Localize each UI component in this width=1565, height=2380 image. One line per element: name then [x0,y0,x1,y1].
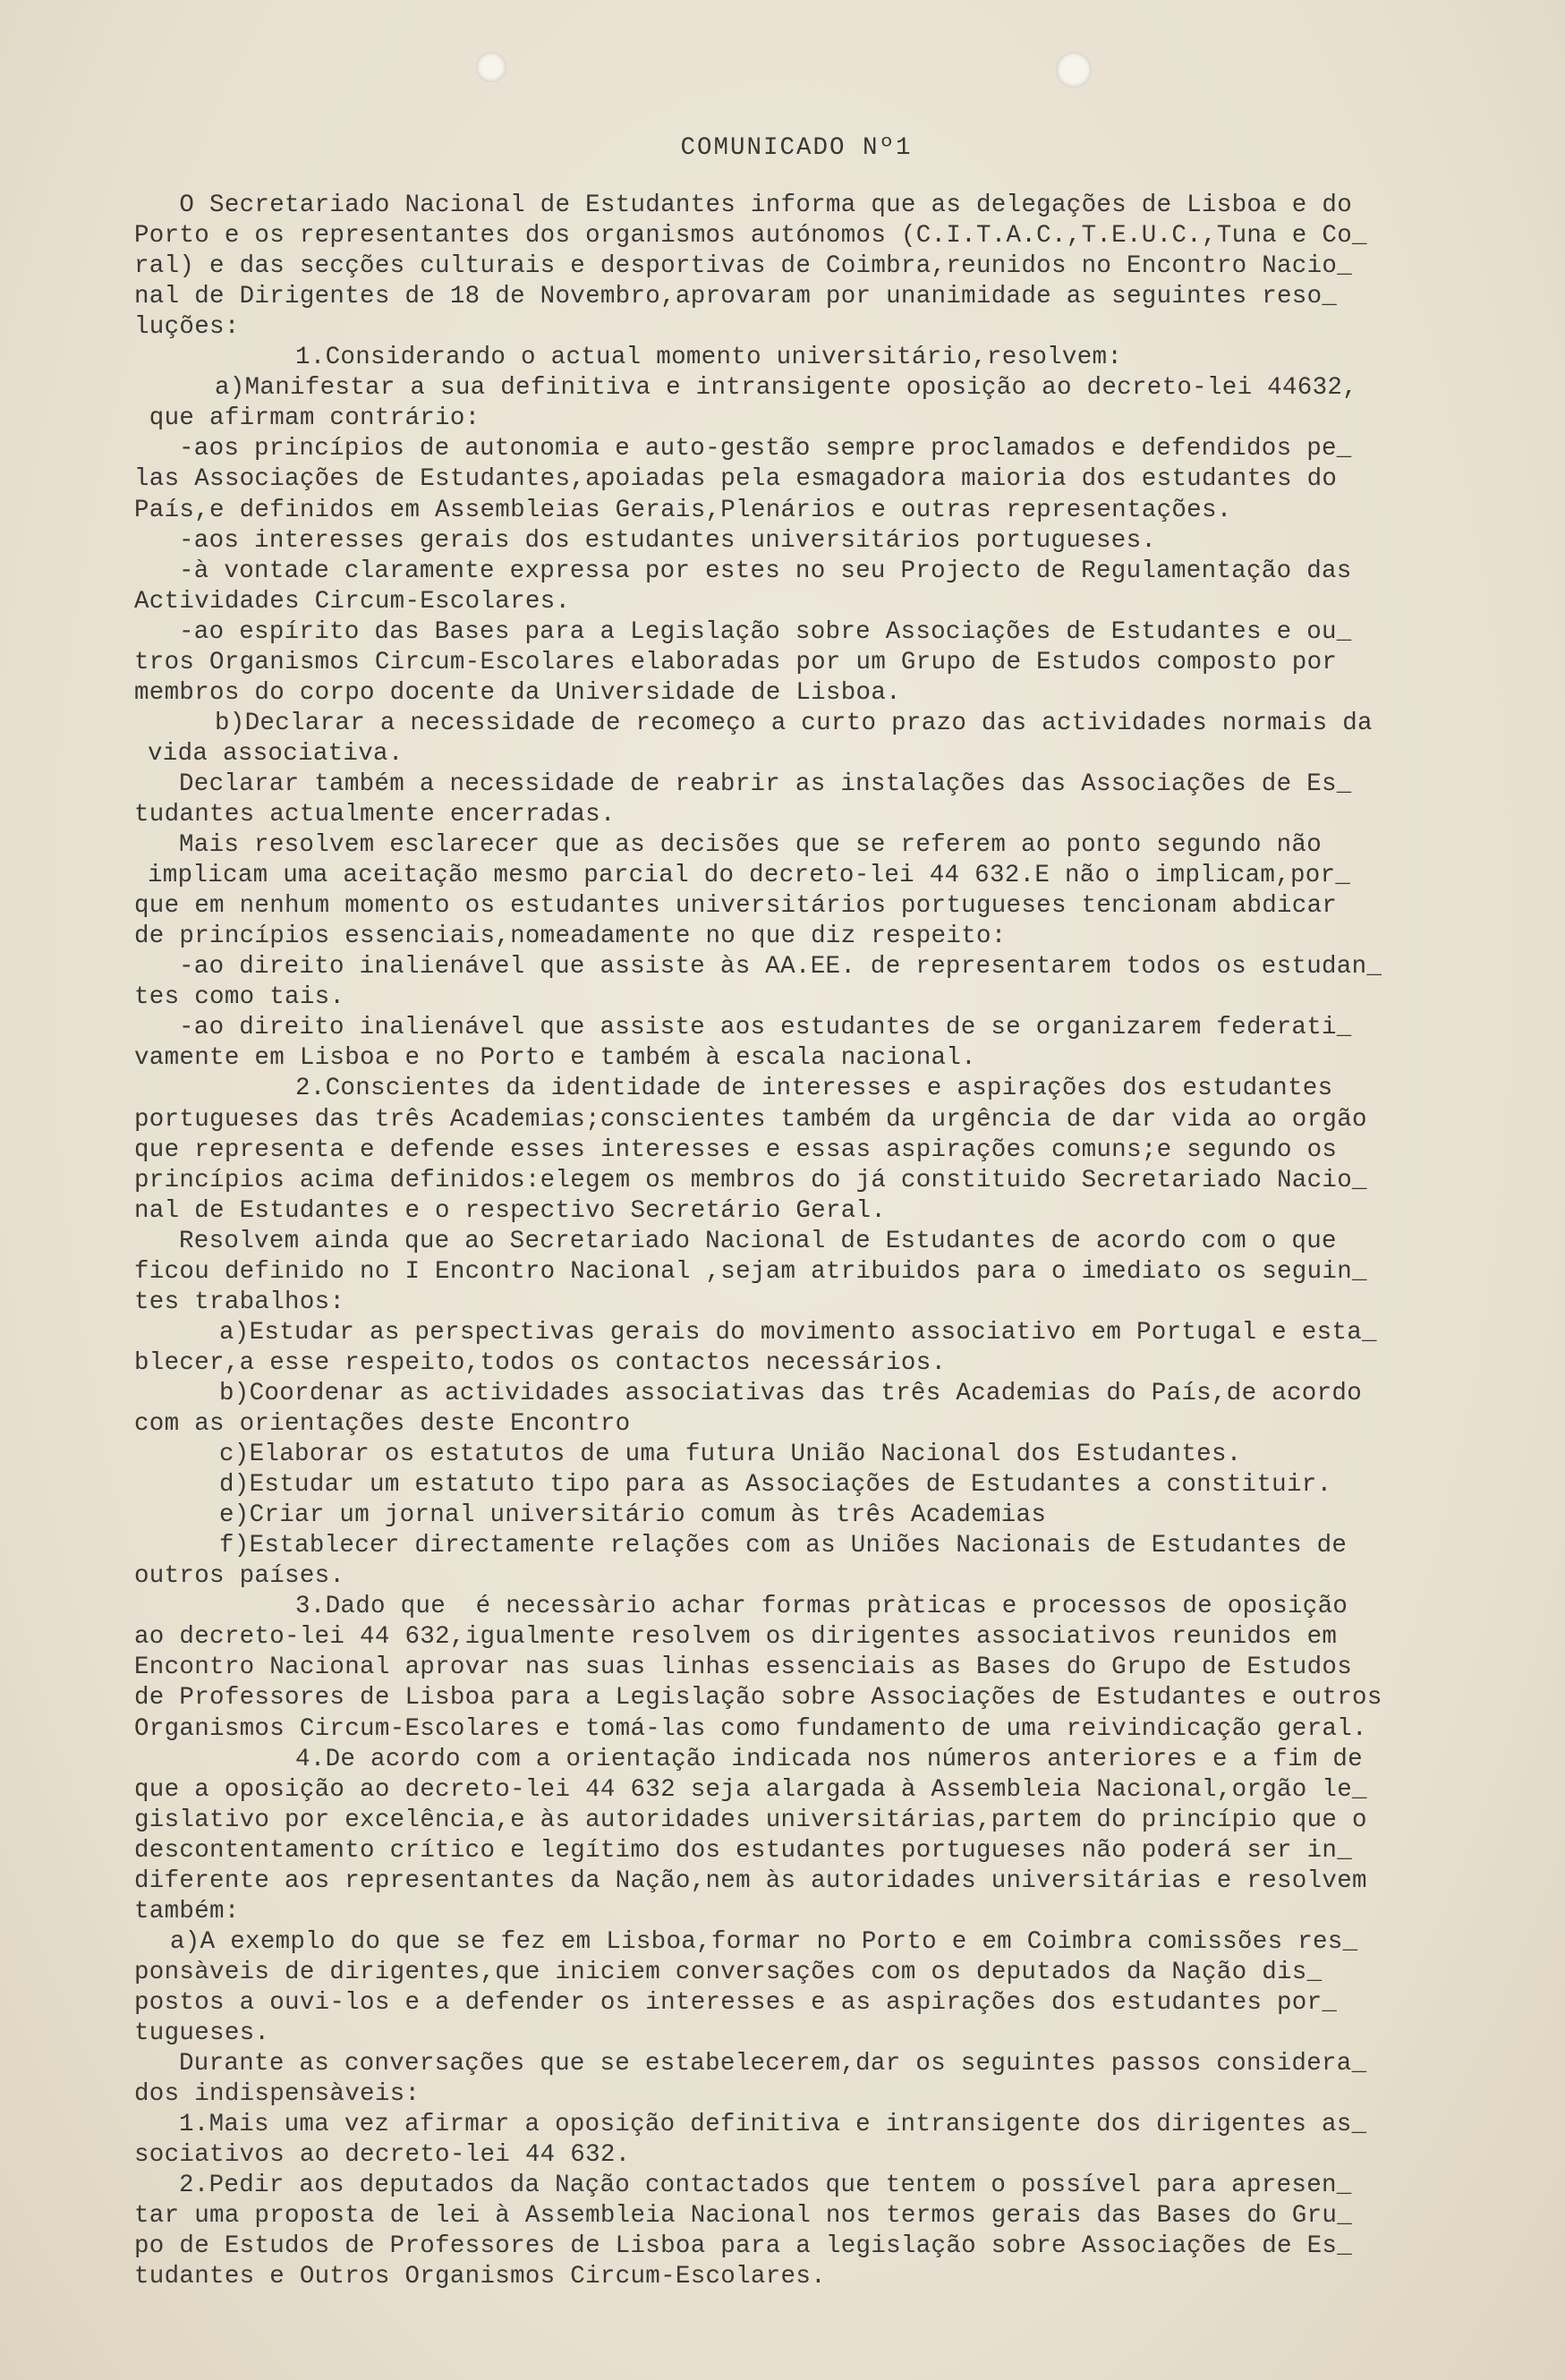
text-line: las Associações de Estudantes,apoiadas pela esmagadora maioria dos estudantes do [134,465,1338,494]
text-line: po de Estudos de Professores de Lisboa para a legislação sobre Associações de Es_ [134,2232,1353,2261]
text-line: Declarar também a necessidade de reabrir as instalações das Associações de Es_ [179,769,1352,798]
document-title: COMUNICADO Nº1 [680,134,913,162]
text-line: Porto e os representantes dos organismos autónomos (C.I.T.A.C.,T.E.U.C.,Tuna e Co_ [134,222,1367,251]
text-line: de princípios essenciais,nomeadamente no que diz respeito: [134,922,1007,951]
text-line: d)Estudar um estatuto tipo para as Associações de Estudantes a constituir. [219,1471,1332,1500]
text-line: tar uma proposta de lei à Assembleia Nacional nos termos gerais das Bases do Gru_ [134,2202,1353,2231]
text-line: O Secretariado Nacional de Estudantes informa que as delegações de Lisboa e do [134,191,1353,219]
text-line: tes trabalhos: [134,1288,345,1316]
text-line: País,e definidos em Assembleias Gerais,Plenários e outras representações. [134,496,1232,524]
text-line: ponsàveis de dirigentes,que iniciem conversações com os deputados da Nação dis_ [134,1958,1323,1986]
text-line: portugueses das três Academias;conscientes também da urgência de dar vida ao orgão [134,1105,1367,1134]
text-line: blecer,a esse respeito,todos os contactos necessários. [134,1348,947,1377]
punch-hole-left [476,52,506,82]
text-line: -aos interesses gerais dos estudantes universitários portugueses. [179,526,1157,555]
text-line: a)Manifestar a sua definitiva e intransigente oposição ao decreto-lei 44632, [215,374,1358,403]
text-line: membros do corpo docente da Universidade de Lisboa. [134,678,901,707]
text-line: b)Coordenar as actividades associativas das três Academias do País,de acordo [219,1379,1363,1407]
text-line: ao decreto-lei 44 632,igualmente resolvem os dirigentes associativos reunidos em [134,1623,1338,1652]
text-line: f)Establecer directamente relações com as Uniões Nacionais de Estudantes de [219,1532,1348,1560]
text-line: Organismos Circum-Escolares e tomá-las como fundamento de uma reivindicação geral. [134,1714,1367,1743]
text-line: a)A exemplo do que se fez em Lisboa,formar no Porto e em Coimbra comissões res_ [170,1927,1358,1956]
text-line: que representa e defende esses interesses e essas aspirações comuns;e segundo os [134,1135,1338,1164]
text-line: -à vontade claramente expressa por estes no seu Projecto de Regulamentação das [179,557,1352,585]
text-line: 1.Considerando o actual momento universitário,resolvem: [295,344,1123,372]
text-line: Resolvem ainda que ao Secretariado Nacional de Estudantes de acordo com o que [179,1227,1337,1255]
text-line: b)Declarar a necessidade de recomeço a curto prazo das actividades normais da [215,709,1373,737]
text-line: ficou definido no I Encontro Nacional ,sejam atribuidos para o imediato os seguin_ [134,1257,1367,1286]
text-line: 4.De acordo com a orientação indicada nos números anteriores e a fim de [295,1745,1363,1773]
text-line: de Professores de Lisboa para a Legislação sobre Associações de Estudantes e outros [134,1684,1382,1713]
text-line: que a oposição ao decreto-lei 44 632 seja alargada à Assembleia Nacional,orgão le_ [134,1775,1367,1804]
text-line: tros Organismos Circum-Escolares elaboradas por um Grupo de Estudos composto por [134,648,1338,676]
text-line: ral) e das secções culturais e desportivas de Coimbra,reunidos no Encontro Nacio_ [134,252,1353,281]
text-line: sociativos ao decreto-lei 44 632. [134,2141,631,2170]
text-line: Actividades Circum-Escolares. [134,587,571,616]
text-line: Mais resolvem esclarecer que as decisões que se referem ao ponto segundo não [179,831,1323,860]
text-line: tes como tais. [134,983,345,1012]
text-line: que em nenhum momento os estudantes universitários portugueses tencionam abdicar [134,892,1338,921]
text-line: com as orientações deste Encontro [134,1410,631,1438]
text-line: vamente em Lisboa e no Porto e também à escala nacional. [134,1044,976,1073]
text-line: tudantes actualmente encerradas. [134,801,616,829]
text-line: nal de Dirigentes de 18 de Novembro,aprovaram por unanimidade as seguintes reso_ [134,283,1338,311]
text-line: a)Estudar as perspectivas gerais do movimento associativo em Portugal e esta_ [219,1318,1377,1347]
text-line: tudantes e Outros Organismos Circum-Escolares. [134,2263,826,2291]
text-line: diferente aos representantes da Nação,nem às autoridades universitárias e resolvem [134,1866,1367,1895]
text-line: princípios acima definidos:elegem os membros do já constituido Secretariado Nacio_ [134,1166,1367,1194]
text-line: descontentamento crítico e legítimo dos estudantes portugueses não poderá ser in_ [134,1836,1353,1865]
text-line: também: [134,1897,240,1925]
text-line: 2.Conscientes da identidade de interesses e aspirações dos estudantes [295,1075,1333,1103]
text-line: outros países. [134,1562,345,1591]
text-line: 2.Pedir aos deputados da Nação contactados que tentem o possível para apresen_ [179,2172,1352,2200]
text-line: -aos princípios de autonomia e auto-gestão sempre proclamados e defendidos pe_ [179,435,1352,463]
text-line: postos a ouvi-los e a defender os interesses e as aspirações dos estudantes por_ [134,1988,1338,2017]
text-line: implicam uma aceitação mesmo parcial do decreto-lei 44 632.E não o implicam,por_ [148,862,1351,890]
text-line: -ao espírito das Bases para a Legislação sobre Associações de Estudantes e ou_ [179,617,1352,646]
text-line: e)Criar um jornal universitário comum às três Academias [219,1501,1047,1530]
text-line: 1.Mais uma vez afirmar a oposição definitiva e intransigente dos dirigentes as_ [179,2111,1367,2139]
text-line: Durante as conversações que se estabelecerem,dar os seguintes passos considera_ [179,2050,1367,2078]
text-line: c)Elaborar os estatutos de uma futura União Nacional dos Estudantes. [219,1441,1242,1469]
text-line: dos indispensàveis: [134,2080,421,2109]
text-line: 3.Dado que é necessàrio achar formas pràticas e processos de oposição [295,1593,1348,1621]
text-line: Encontro Nacional aprovar nas suas linhas essenciais as Bases do Grupo de Estudos [134,1653,1353,1682]
text-line: luções: [134,313,240,342]
text-line: vida associativa. [148,739,404,768]
text-line: tugueses. [134,2019,270,2047]
punch-hole-right [1056,52,1092,88]
text-line: -ao direito inalienável que assiste aos estudantes de se organizarem federati_ [179,1014,1352,1042]
text-line: nal de Estudantes e o respectivo Secretário Geral. [134,1196,887,1225]
text-line: que afirmam contrário: [134,404,481,433]
text-line: -ao direito inalienável que assiste às AA.EE. de representarem todos os estudan_ [179,953,1382,982]
text-line: gislativo por excelência,e às autoridades universitárias,partem do princípio que o [134,1806,1367,1834]
